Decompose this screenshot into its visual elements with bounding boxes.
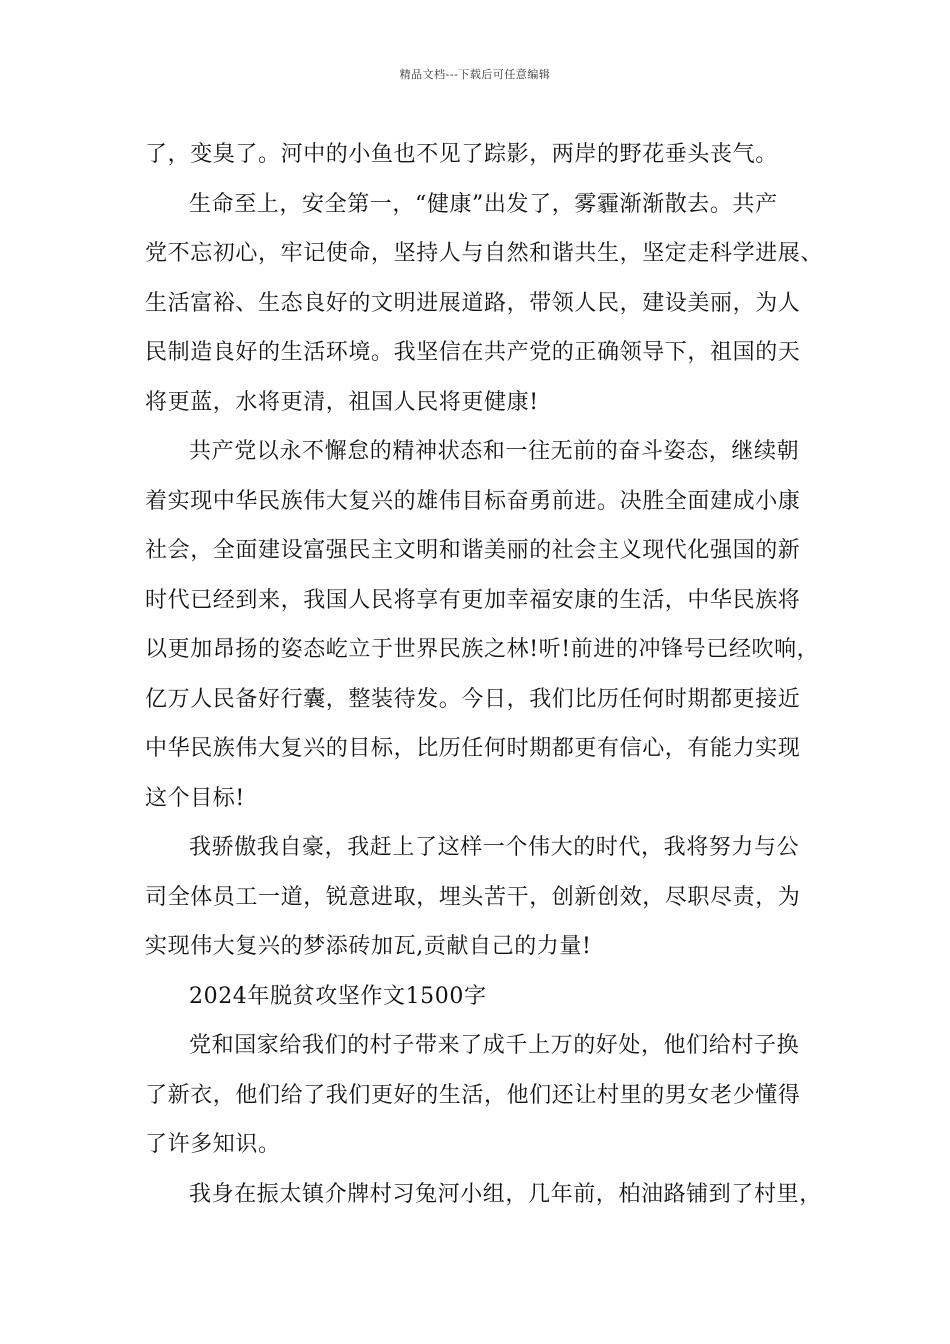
text-line: 共产党以永不懈怠的精神状态和一往无前的奋斗姿态，继续朝 <box>189 439 800 464</box>
text-line: 我身在振太镇介牌村习兔河小组，几年前，柏油路铺到了村里， <box>189 1181 822 1207</box>
text-line: 民制造良好的生活环境。我坚信在共产党的正确领导下，祖国的天 <box>145 340 801 365</box>
text-line: 着实现中华民族伟大复兴的雄伟目标奋勇前进。决胜全面建成小康 <box>145 488 801 514</box>
text-line: 党不忘初心，牢记使命，坚持人与自然和谐共生，坚定走科学进展、 <box>145 241 824 266</box>
text-line: 生活富裕、生态良好的文明进展道路，带领人民，建设美丽，为人 <box>145 290 801 316</box>
text-line: 实现伟大复兴的梦添砖加瓦,贡献自己的力量! <box>145 934 592 959</box>
text-line: 以更加昂扬的姿态屹立于世界民族之林!听!前进的冲锋号已经吹响， <box>145 637 820 662</box>
document-body <box>145 130 825 1219</box>
text-line: 党和国家给我们的村子带来了成千上万的好处，他们给村子换 <box>189 1033 800 1058</box>
text-line: 生命至上，安全第一，“健康”出发了，雾霾渐渐散去。共产 <box>189 191 778 217</box>
text-line: 了，变臭了。河中的小鱼也不见了踪影，两岸的野花垂头丧气。 <box>145 142 778 167</box>
section-title: 2024年脱贫攻坚作文1500字 <box>189 983 487 1009</box>
text-line: 时代已经到来，我国人民将享有更加幸福安康的生活，中华民族将 <box>145 587 801 613</box>
text-line: 社会，全面建设富强民主文明和谐美丽的社会主义现代化强国的新 <box>145 538 801 563</box>
text-line: 了许多知识。 <box>145 1132 281 1157</box>
text-line: 了新衣，他们给了我们更好的生活，他们还让村里的男女老少懂得 <box>145 1082 801 1108</box>
text-line: 这个目标! <box>145 785 245 811</box>
text-line: 司全体员工一道，锐意进取，埋头苦干，创新创效，尽职尽责，为 <box>145 884 801 910</box>
text-line: 亿万人民备好行囊，整装待发。今日，我们比历任何时期都更接近 <box>145 686 801 712</box>
page-header: 精品文档---下载后可任意编辑 <box>399 68 551 81</box>
text-line: 将更蓝，水将更清，祖国人民将更健康! <box>145 389 539 415</box>
text-line: 中华民族伟大复兴的目标，比历任何时期都更有信心，有能力实现 <box>145 736 801 761</box>
text-line: 我骄傲我自豪，我赶上了这样一个伟大的时代，我将努力与公 <box>189 835 800 860</box>
